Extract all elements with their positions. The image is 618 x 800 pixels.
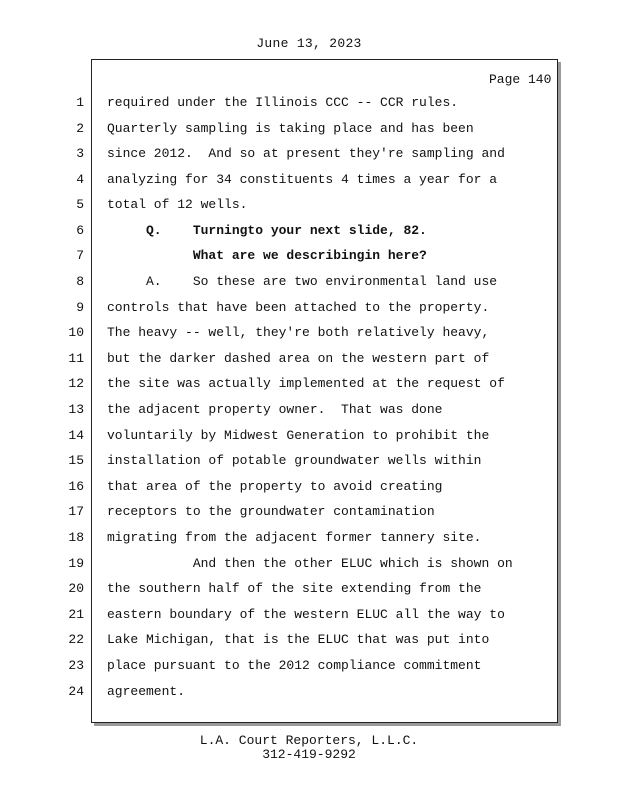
- line-number: 11: [68, 351, 84, 366]
- line-number: 24: [68, 684, 84, 699]
- line-number: 9: [76, 300, 84, 315]
- transcript-line: migrating from the adjacent former tannery site.: [107, 530, 482, 545]
- reporter-company: L.A. Court Reporters, L.L.C.: [199, 733, 419, 748]
- line-number: 21: [68, 607, 84, 622]
- transcript-line: the southern half of the site extending from the: [107, 581, 482, 596]
- transcript-line: place pursuant to the 2012 compliance commitment: [107, 658, 482, 673]
- line-number: 22: [68, 632, 84, 647]
- transcript-line: the site was actually implemented at the request of: [107, 376, 505, 391]
- line-number: 12: [68, 376, 84, 391]
- line-number: 19: [68, 556, 84, 571]
- line-number: 5: [76, 197, 84, 212]
- transcript-line: eastern boundary of the western ELUC all the way to: [107, 607, 505, 622]
- transcript-line: The heavy -- well, they're both relatively heavy,: [107, 325, 490, 340]
- transcript-line: analyzing for 34 constituents 4 times a year for a: [107, 172, 498, 187]
- transcript-line: that area of the property to avoid creating: [107, 479, 443, 494]
- line-number: 1: [76, 95, 84, 110]
- line-number: 4: [76, 172, 84, 187]
- line-number: 16: [68, 479, 84, 494]
- transcript-line: since 2012. And so at present they're sampling and: [107, 146, 505, 161]
- transcript-line: And then the other ELUC which is shown on: [107, 556, 513, 571]
- line-number: 3: [76, 146, 84, 161]
- line-number: 8: [76, 274, 84, 289]
- transcript-line-answer: A. So these are two environmental land use: [107, 274, 498, 289]
- transcript-line-question: What are we describingin here?: [107, 248, 427, 263]
- line-number: 15: [68, 453, 84, 468]
- line-number: 18: [68, 530, 84, 545]
- line-number: 23: [68, 658, 84, 673]
- line-number: 13: [68, 402, 84, 417]
- transcript-line-question: Q. Turningto your next slide, 82.: [107, 223, 427, 238]
- line-number: 6: [76, 223, 84, 238]
- transcript-line: installation of potable groundwater wells within: [107, 453, 482, 468]
- line-number: 2: [76, 121, 84, 136]
- line-number: 20: [68, 581, 84, 596]
- transcript-line: required under the Illinois CCC -- CCR rules.: [107, 95, 459, 110]
- transcript-line: Quarterly sampling is taking place and has been: [107, 121, 474, 136]
- page-number: Page 140: [489, 72, 552, 87]
- transcript-line: agreement.: [107, 684, 186, 699]
- transcript-line: voluntarily by Midwest Generation to prohibit the: [107, 428, 490, 443]
- reporter-phone: 312-419-9292: [262, 747, 356, 762]
- transcript-line: but the darker dashed area on the western part of: [107, 351, 490, 366]
- line-number: 10: [68, 325, 84, 340]
- transcript-line: the adjacent property owner. That was done: [107, 402, 443, 417]
- line-number: 14: [68, 428, 84, 443]
- transcript-line: controls that have been attached to the property.: [107, 300, 490, 315]
- transcript-date: June 13, 2023: [256, 36, 362, 51]
- transcript-line: total of 12 wells.: [107, 197, 248, 212]
- transcript-line: Lake Michigan, that is the ELUC that was put into: [107, 632, 490, 647]
- line-number: 17: [68, 504, 84, 519]
- transcript-line: receptors to the groundwater contamination: [107, 504, 435, 519]
- line-number: 7: [76, 248, 84, 263]
